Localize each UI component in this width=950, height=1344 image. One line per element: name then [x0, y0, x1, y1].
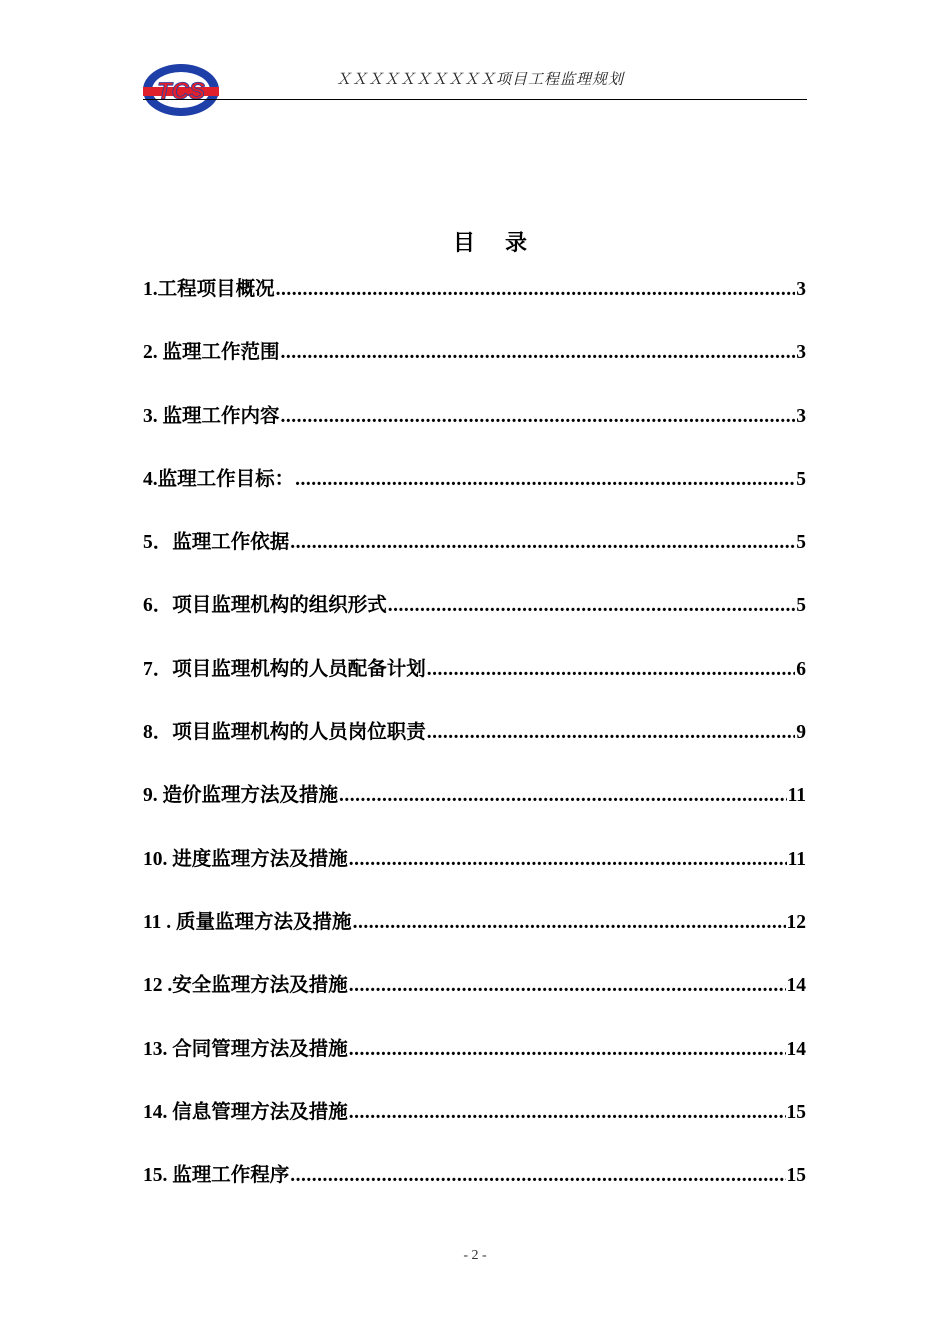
- toc-entry[interactable]: [143, 843, 806, 906]
- toc-dot-leader: [388, 595, 795, 617]
- toc-entry-label: 3. 监理工作内容: [143, 405, 280, 427]
- toc-entry-label: 15. 监理工作程序: [143, 1165, 290, 1187]
- toc-entry[interactable]: [143, 589, 806, 652]
- toc-entry-page: 11: [787, 848, 806, 870]
- toc-entry-page: 5: [796, 595, 806, 617]
- toc-entry-page: 3: [796, 342, 806, 364]
- toc-entry-label: 11 . 质量监理方法及措施: [143, 911, 352, 933]
- toc-entry-label: 2. 监理工作范围: [143, 342, 280, 364]
- toc-dot-leader: [353, 912, 786, 934]
- toc-entry[interactable]: [143, 273, 806, 336]
- toc-dot-leader: [349, 1102, 786, 1124]
- toc-entry-page: 5: [796, 468, 806, 490]
- toc-dot-leader: [349, 849, 787, 871]
- toc-entry[interactable]: [143, 463, 806, 526]
- toc-entry[interactable]: [143, 716, 806, 779]
- toc-dot-leader: [290, 532, 795, 554]
- company-logo: [141, 62, 221, 118]
- toc-entry[interactable]: [143, 1159, 806, 1222]
- toc-entry[interactable]: [143, 653, 806, 716]
- toc-heading: 目录: [452, 230, 557, 255]
- toc-entry-page: 12: [786, 911, 806, 933]
- toc-entry[interactable]: [143, 779, 806, 842]
- page-header: [0, 0, 950, 120]
- toc-entry-page: 9: [796, 722, 806, 744]
- table-of-contents: [143, 273, 806, 1222]
- toc-entry-label: 10. 进度监理方法及措施: [143, 848, 348, 870]
- toc-entry[interactable]: [143, 969, 806, 1032]
- toc-entry-page: 15: [786, 1101, 806, 1123]
- toc-entry-page: 6: [796, 658, 806, 680]
- page-number: - 2 -: [463, 1248, 487, 1263]
- toc-entry-label: 13. 合同管理方法及措施: [143, 1038, 348, 1060]
- toc-entry[interactable]: [143, 526, 806, 589]
- toc-entry-page: 14: [786, 975, 806, 997]
- toc-entry-label: 9. 造价监理方法及措施: [143, 785, 339, 807]
- toc-dot-leader: [290, 1165, 785, 1187]
- toc-entry-label: 1.工程项目概况: [143, 279, 275, 300]
- toc-dot-leader: [276, 279, 796, 301]
- toc-entry-label: 5．监理工作依据: [143, 532, 290, 554]
- toc-entry-page: 3: [796, 405, 806, 427]
- toc-entry-page: 11: [787, 785, 806, 807]
- toc-entry-label: 14. 信息管理方法及措施: [143, 1101, 348, 1123]
- toc-dot-leader: [281, 342, 796, 364]
- toc-dot-leader: [427, 722, 795, 744]
- toc-dot-leader: [349, 975, 786, 997]
- toc-entry-page: 14: [786, 1038, 806, 1060]
- toc-entry[interactable]: [143, 1033, 806, 1096]
- toc-entry-label: 7．项目监理机构的人员配备计划: [143, 658, 426, 680]
- toc-entry[interactable]: [143, 400, 806, 463]
- toc-dot-leader: [339, 785, 787, 807]
- toc-entry-label: 12 .安全监理方法及措施: [143, 975, 348, 997]
- toc-dot-leader: [427, 659, 795, 681]
- toc-entry-page: 5: [796, 532, 806, 554]
- toc-entry[interactable]: [143, 906, 806, 969]
- toc-dot-leader: [295, 469, 795, 491]
- toc-entry-label: 8．项目监理机构的人员岗位职责: [143, 722, 426, 744]
- toc-entry-label: 6．项目监理机构的组织形式: [143, 595, 387, 617]
- document-header-title: ＸＸＸＸＸＸＸＸＸＸ项目工程监理规划: [335, 72, 624, 88]
- logo-text: TCS: [157, 78, 205, 105]
- toc-entry[interactable]: [143, 1096, 806, 1159]
- toc-entry-page: 15: [786, 1165, 806, 1187]
- toc-entry-page: 3: [796, 279, 806, 300]
- header-divider: [143, 99, 807, 100]
- toc-entry[interactable]: [143, 336, 806, 399]
- toc-dot-leader: [349, 1039, 786, 1061]
- toc-entry-label: 4.监理工作目标：: [143, 468, 295, 490]
- toc-dot-leader: [281, 406, 796, 428]
